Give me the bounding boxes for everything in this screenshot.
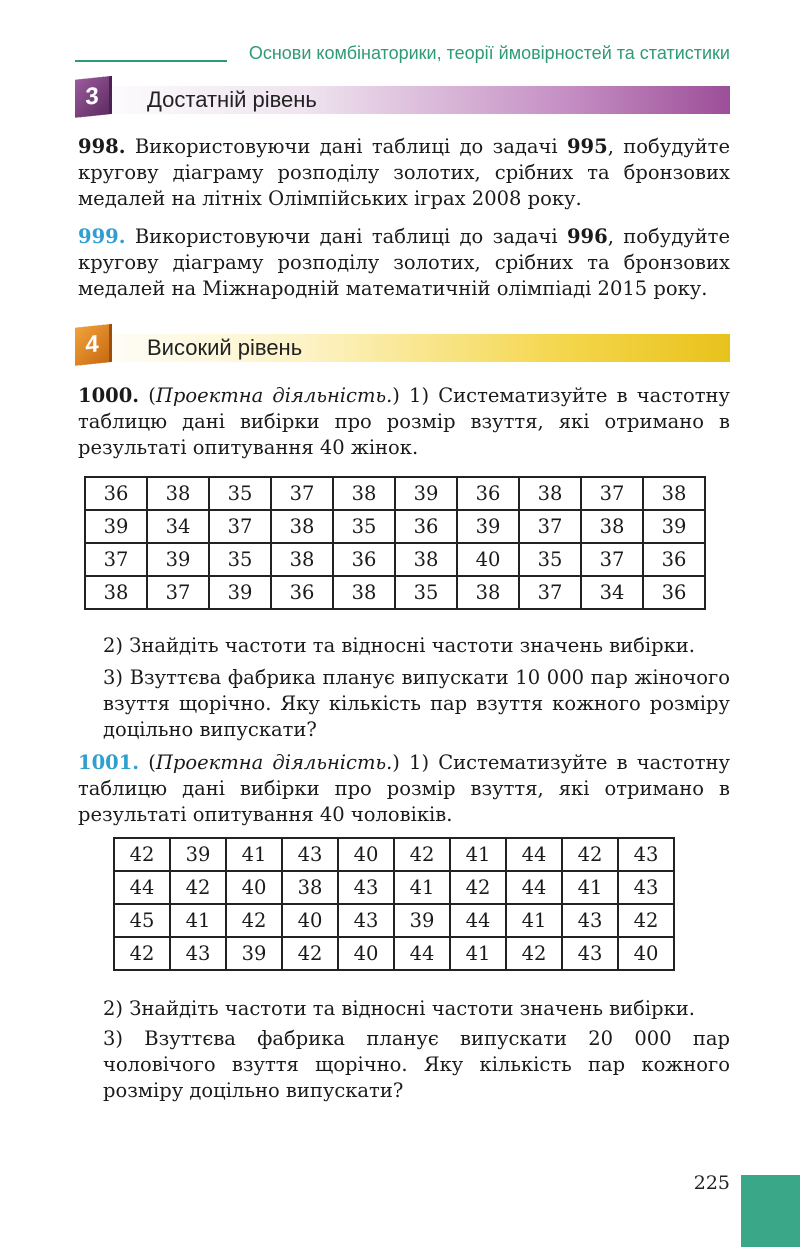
table-cell: 43 <box>618 871 674 904</box>
table-cell: 40 <box>618 937 674 970</box>
table-row <box>85 477 705 510</box>
table-cell: 43 <box>170 937 226 970</box>
table-cell: 42 <box>618 904 674 937</box>
table-cell: 39 <box>457 510 519 543</box>
table-row <box>85 576 705 609</box>
table-cell: 44 <box>506 838 562 871</box>
table-cell: 37 <box>581 543 643 576</box>
table-cell: 42 <box>450 871 506 904</box>
table-cell: 37 <box>271 477 333 510</box>
table-cell: 41 <box>506 904 562 937</box>
table-cell: 39 <box>209 576 271 609</box>
task-text: Використовуючи дані таблиці до задачі <box>134 135 567 158</box>
table-cell: 38 <box>271 543 333 576</box>
women-shoe-size-table <box>84 476 706 610</box>
level-4-banner <box>75 330 730 362</box>
table-cell: 41 <box>394 871 450 904</box>
table-cell: 40 <box>338 937 394 970</box>
table-cell: 43 <box>562 904 618 937</box>
level-4-label: Високий рівень <box>147 335 303 360</box>
table-cell: 39 <box>226 937 282 970</box>
table-cell: 37 <box>147 576 209 609</box>
table-cell: 38 <box>457 576 519 609</box>
table-cell: 36 <box>333 543 395 576</box>
project-label: Проектна діяльність. <box>155 751 393 774</box>
table-cell: 35 <box>519 543 581 576</box>
table-cell: 43 <box>282 838 338 871</box>
task-1001 <box>78 750 730 828</box>
table-cell: 39 <box>170 838 226 871</box>
table-cell: 34 <box>581 576 643 609</box>
table-cell: 43 <box>338 904 394 937</box>
table-cell: 41 <box>450 937 506 970</box>
task-999 <box>78 224 730 302</box>
table-cell: 38 <box>271 510 333 543</box>
table-cell: 41 <box>450 838 506 871</box>
task-1000-part-3: 3) Взуттєва фабрика планує випускати 10 000 пар жіночого взуття щорічно. Яку кількість пар взуття кожного розміру доцільно випускати? <box>103 666 730 741</box>
table-cell: 37 <box>209 510 271 543</box>
table-cell: 37 <box>519 510 581 543</box>
task-number: 998. <box>78 135 126 158</box>
table-cell: 42 <box>114 937 170 970</box>
table-cell: 39 <box>85 510 147 543</box>
table-row <box>114 937 674 970</box>
table-row <box>114 871 674 904</box>
table-cell: 34 <box>147 510 209 543</box>
paren: ( <box>139 751 156 774</box>
table-cell: 36 <box>395 510 457 543</box>
task-text: ) 1) Систематизуйте в частотну таблицю дані вибірки про розмір взуття, які отримано в результаті опитування 40 жінок. <box>78 384 730 459</box>
level-4-cube-icon: 4 <box>75 324 109 366</box>
task-number: 1000. <box>78 384 140 407</box>
task-998 <box>78 134 730 212</box>
table-cell: 42 <box>226 904 282 937</box>
task-number: 999. <box>78 225 126 248</box>
task-1000 <box>78 383 730 461</box>
table-cell: 40 <box>338 838 394 871</box>
table-cell: 38 <box>333 576 395 609</box>
task-text: , побудуйте кругову діаграму розподілу золотих, срібних та бронзових медалей на Міжнародній математичній олімпіаді 2015 року. <box>78 225 730 300</box>
table-cell: 41 <box>562 871 618 904</box>
table-cell: 42 <box>282 937 338 970</box>
table-cell: 38 <box>581 510 643 543</box>
task-text: Використовуючи дані таблиці до задачі <box>134 225 567 248</box>
table-cell: 36 <box>643 576 705 609</box>
table-cell: 43 <box>618 838 674 871</box>
table-cell: 40 <box>282 904 338 937</box>
table-row <box>114 904 674 937</box>
table-cell: 39 <box>147 543 209 576</box>
project-label: Проектна діяльність. <box>155 384 393 407</box>
table-cell: 39 <box>395 477 457 510</box>
table-cell: 36 <box>457 477 519 510</box>
table-cell: 42 <box>562 838 618 871</box>
table-row <box>114 838 674 871</box>
table-cell: 37 <box>519 576 581 609</box>
page-edge-tab <box>741 1175 800 1247</box>
table-cell: 35 <box>209 543 271 576</box>
table-cell: 44 <box>114 871 170 904</box>
task-1001-part-2: 2) Знайдіть частоти та відносні частоти значень вибірки. <box>103 997 695 1020</box>
task-number: 1001. <box>78 751 140 774</box>
table-cell: 40 <box>226 871 282 904</box>
table-cell: 42 <box>394 838 450 871</box>
table-cell: 38 <box>333 477 395 510</box>
table-cell: 35 <box>209 477 271 510</box>
table-cell: 35 <box>333 510 395 543</box>
men-shoe-size-table <box>113 837 675 971</box>
table-cell: 35 <box>395 576 457 609</box>
table-cell: 44 <box>506 871 562 904</box>
task-reference: 995 <box>566 135 608 158</box>
table-cell: 44 <box>450 904 506 937</box>
table-cell: 42 <box>114 838 170 871</box>
table-row <box>85 543 705 576</box>
table-cell: 37 <box>581 477 643 510</box>
paren: ( <box>139 384 156 407</box>
task-text: , побудуйте кругову діаграму розподілу золотих, срібних та бронзових медалей на літніх Олімпійських іграх 2008 року. <box>78 135 730 210</box>
table-cell: 36 <box>643 543 705 576</box>
running-header: Основи комбінаторики, теорії ймовірностей та статистики <box>248 43 730 63</box>
table-cell: 36 <box>271 576 333 609</box>
table-cell: 38 <box>519 477 581 510</box>
table-cell: 39 <box>643 510 705 543</box>
table-cell: 41 <box>170 904 226 937</box>
task-1000-part-2: 2) Знайдіть частоти та відносні частоти значень вибірки. <box>103 634 695 657</box>
task-reference: 996 <box>566 225 608 248</box>
table-cell: 39 <box>394 904 450 937</box>
level-3-label: Достатній рівень <box>147 87 317 112</box>
header-rule <box>75 60 227 62</box>
table-cell: 36 <box>85 477 147 510</box>
level-3-cube-icon: 3 <box>75 76 109 118</box>
table-cell: 38 <box>395 543 457 576</box>
table-cell: 42 <box>506 937 562 970</box>
table-row <box>85 510 705 543</box>
table-cell: 41 <box>226 838 282 871</box>
page-number: 225 <box>693 1172 730 1194</box>
table-cell: 38 <box>643 477 705 510</box>
table-cell: 44 <box>394 937 450 970</box>
table-cell: 40 <box>457 543 519 576</box>
table-cell: 38 <box>282 871 338 904</box>
table-cell: 42 <box>170 871 226 904</box>
table-cell: 38 <box>85 576 147 609</box>
table-cell: 43 <box>338 871 394 904</box>
table-cell: 38 <box>147 477 209 510</box>
task-text: ) 1) Систематизуйте в частотну таблицю дані вибірки про розмір взуття, які отримано в результаті опитування 40 чоловіків. <box>78 751 730 826</box>
table-cell: 37 <box>85 543 147 576</box>
table-cell: 45 <box>114 904 170 937</box>
table-cell: 43 <box>562 937 618 970</box>
level-3-banner <box>75 82 730 114</box>
task-1001-part-3: 3) Взуттєва фабрика планує випускати 20 000 пар чоловічого взуття щорічно. Яку кількість пар кожного розміру доцільно випускати? <box>103 1027 730 1102</box>
